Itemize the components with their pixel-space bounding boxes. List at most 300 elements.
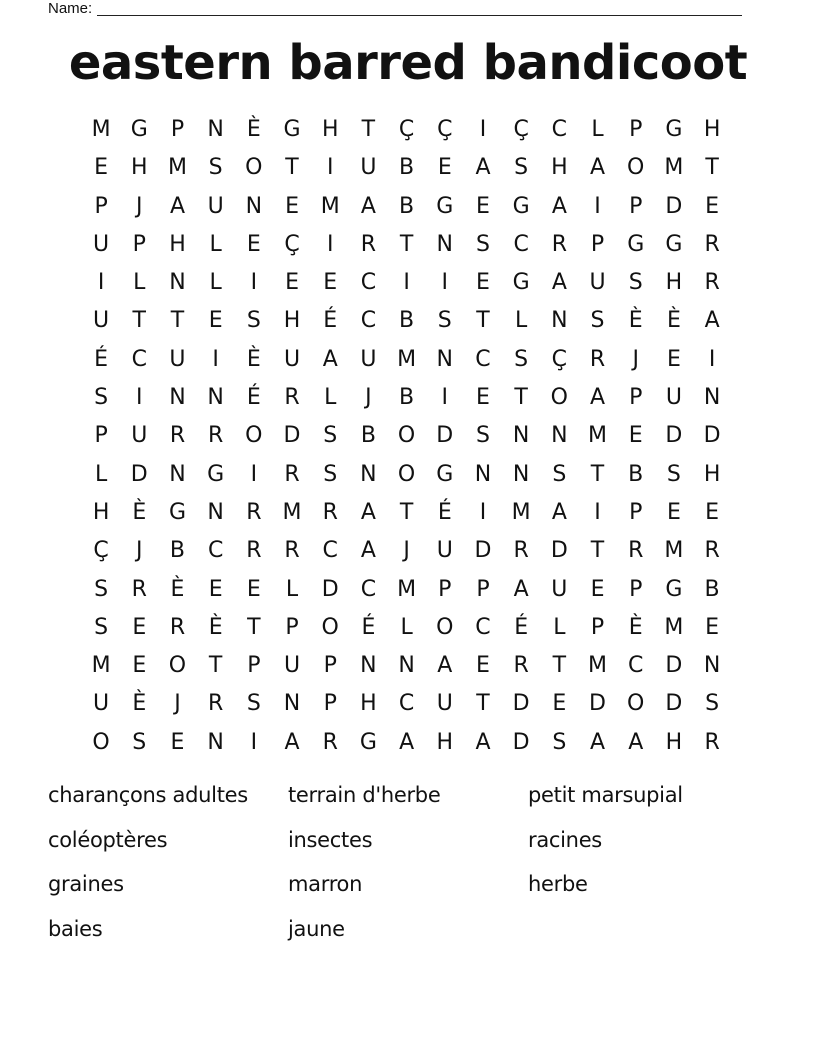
grid-letter: M: [282, 499, 302, 525]
grid-letter: E: [705, 614, 720, 640]
grid-letter: C: [131, 346, 147, 372]
grid-letter: S: [323, 423, 338, 449]
grid-letter: R: [589, 346, 606, 372]
grid-letter: A: [551, 499, 567, 525]
grid-letter: N: [360, 461, 377, 487]
grid-letter: N: [360, 653, 377, 679]
grid-letter: G: [665, 231, 683, 257]
grid-letter: N: [551, 308, 568, 334]
grid-letter: D: [474, 538, 492, 564]
grid-letter: I: [250, 270, 258, 296]
grid-letter: E: [666, 499, 681, 525]
grid-letter: P: [629, 117, 643, 142]
grid-letter: È: [628, 308, 643, 334]
grid-letter: G: [665, 576, 683, 602]
grid-letter: I: [403, 270, 410, 296]
grid-letter: T: [705, 155, 719, 181]
grid-row: [82, 609, 732, 647]
grid-letter: H: [131, 155, 148, 181]
grid-letter: P: [170, 117, 185, 142]
grid-row: [82, 724, 732, 762]
grid-letter: S: [132, 729, 147, 755]
grid-letter: P: [132, 231, 146, 257]
grid-letter: N: [436, 346, 454, 372]
grid-letter: S: [475, 231, 490, 257]
grid-letter: P: [323, 691, 337, 717]
grid-letter: I: [326, 231, 334, 257]
grid-letter: T: [132, 308, 146, 334]
grid-letter: P: [629, 576, 643, 602]
grid-letter: È: [666, 308, 681, 334]
grid-row: [82, 571, 732, 609]
grid-letter: R: [246, 499, 262, 525]
grid-letter: S: [94, 576, 109, 602]
grid-letter: R: [704, 729, 720, 755]
grid-letter: H: [283, 308, 301, 334]
grid-letter: M: [664, 614, 684, 640]
grid-row: [82, 417, 732, 455]
grid-letter: D: [321, 576, 339, 602]
grid-letter: G: [512, 193, 530, 219]
grid-letter: E: [437, 155, 452, 181]
grid-letter: E: [552, 691, 567, 717]
grid-letter: B: [704, 576, 720, 602]
grid-letter: I: [479, 499, 487, 525]
grid-letter: G: [283, 117, 301, 142]
grid-letter: T: [399, 499, 414, 525]
grid-letter: C: [360, 576, 377, 602]
grid-letter: N: [436, 231, 454, 257]
grid-letter: A: [437, 653, 453, 679]
grid-letter: H: [360, 691, 377, 717]
page-title: eastern barred bandicoot: [68, 35, 748, 91]
grid-letter: M: [397, 576, 417, 602]
grid-letter: S: [323, 461, 338, 487]
grid-letter: G: [359, 729, 377, 755]
grid-row: [82, 188, 732, 226]
grid-letter: J: [632, 346, 639, 372]
grid-letter: S: [552, 461, 567, 487]
grid-letter: I: [441, 385, 449, 411]
grid-letter: P: [323, 653, 337, 679]
grid-letter: Ç: [513, 117, 529, 142]
grid-letter: U: [283, 346, 301, 372]
grid-letter: U: [93, 308, 110, 334]
grid-row: [82, 494, 732, 532]
grid-letter: G: [436, 461, 454, 487]
grid-letter: Ç: [398, 117, 415, 142]
grid-letter: É: [323, 308, 338, 334]
grid-letter: N: [703, 653, 721, 679]
grid-letter: E: [705, 193, 720, 219]
grid-letter: È: [246, 117, 261, 142]
grid-letter: R: [628, 538, 644, 564]
grid-letter: P: [476, 576, 490, 602]
word-list-item: graines: [48, 872, 124, 896]
grid-letter: L: [400, 614, 413, 640]
grid-letter: I: [212, 346, 219, 372]
grid-letter: O: [321, 614, 339, 640]
grid-letter: E: [208, 576, 223, 602]
grid-letter: N: [207, 117, 224, 142]
grid-letter: Ç: [437, 117, 453, 142]
grid-letter: N: [551, 423, 568, 449]
grid-letter: C: [398, 691, 415, 717]
grid-letter: N: [245, 193, 263, 219]
grid-letter: E: [476, 193, 490, 219]
grid-letter: P: [590, 231, 605, 257]
grid-letter: Ç: [551, 346, 568, 372]
grid-letter: J: [136, 538, 143, 564]
grid-letter: R: [513, 653, 529, 679]
grid-letter: N: [474, 461, 492, 487]
word-list-item: petit marsupial: [528, 783, 683, 807]
grid-letter: H: [703, 117, 721, 142]
grid-letter: N: [398, 653, 415, 679]
grid-letter: R: [208, 691, 224, 717]
grid-letter: B: [628, 461, 644, 487]
grid-letter: D: [550, 538, 568, 564]
grid-letter: R: [284, 461, 300, 487]
grid-letter: A: [590, 729, 606, 755]
grid-letter: J: [365, 385, 372, 411]
grid-letter: É: [246, 385, 261, 411]
grid-letter: S: [475, 423, 490, 449]
grid-letter: S: [94, 385, 109, 411]
grid-letter: U: [589, 270, 606, 296]
grid-letter: E: [705, 499, 720, 525]
grid-letter: C: [360, 308, 377, 334]
grid-letter: D: [130, 461, 148, 487]
grid-letter: M: [588, 423, 608, 449]
grid-letter: E: [246, 576, 261, 602]
grid-letter: A: [551, 193, 567, 219]
grid-letter: S: [514, 346, 529, 372]
grid-letter: A: [551, 270, 567, 296]
grid-letter: L: [94, 461, 108, 487]
grid-letter: É: [514, 614, 529, 640]
grid-letter: Ç: [284, 231, 300, 257]
grid-letter: È: [132, 691, 147, 717]
grid-letter: I: [594, 193, 601, 219]
grid-letter: H: [321, 117, 339, 142]
grid-letter: G: [665, 117, 683, 142]
grid-row: [82, 379, 732, 417]
grid-letter: D: [665, 691, 683, 717]
grid-letter: H: [169, 231, 186, 257]
grid-letter: S: [246, 691, 261, 717]
grid-letter: L: [133, 270, 146, 296]
grid-letter: E: [285, 193, 299, 219]
grid-letter: É: [94, 346, 109, 372]
grid-letter: G: [627, 231, 645, 257]
grid-letter: H: [665, 729, 683, 755]
grid-letter: N: [169, 461, 186, 487]
grid-letter: C: [207, 538, 224, 564]
grid-letter: S: [590, 308, 605, 334]
grid-letter: T: [514, 385, 528, 411]
grid-letter: R: [131, 576, 147, 602]
word-list-item: terrain d'herbe: [288, 783, 441, 807]
grid-letter: I: [326, 155, 334, 181]
grid-row: [82, 341, 732, 379]
grid-letter: A: [284, 729, 300, 755]
grid-letter: A: [590, 155, 606, 181]
grid-letter: M: [91, 117, 111, 142]
grid-letter: C: [628, 653, 644, 679]
grid-row: [82, 685, 732, 723]
grid-letter: B: [360, 423, 376, 449]
grid-letter: M: [320, 193, 340, 219]
grid-letter: A: [628, 729, 644, 755]
grid-letter: H: [92, 499, 110, 525]
grid-letter: P: [629, 385, 643, 411]
grid-letter: H: [665, 270, 683, 296]
grid-row: [82, 456, 732, 494]
grid-letter: C: [513, 231, 529, 257]
grid-letter: O: [436, 614, 454, 640]
grid-letter: D: [512, 691, 530, 717]
grid-letter: É: [361, 614, 376, 640]
grid-letter: A: [360, 538, 376, 564]
grid-letter: C: [475, 614, 491, 640]
grid-letter: E: [590, 576, 605, 602]
grid-letter: D: [665, 193, 683, 219]
grid-letter: D: [436, 423, 454, 449]
grid-letter: D: [512, 729, 530, 755]
grid-letter: U: [436, 691, 453, 717]
grid-letter: R: [284, 538, 300, 564]
grid-letter: P: [247, 653, 261, 679]
grid-letter: J: [403, 538, 410, 564]
grid-letter: U: [360, 346, 377, 372]
grid-letter: D: [703, 423, 721, 449]
grid-letter: I: [97, 270, 105, 296]
grid-row: [82, 111, 732, 149]
grid-letter: S: [552, 729, 567, 755]
grid-letter: T: [476, 691, 490, 717]
grid-letter: E: [476, 270, 490, 296]
grid-letter: O: [550, 385, 568, 411]
grid-letter: P: [629, 499, 643, 525]
grid-letter: O: [397, 461, 416, 487]
grid-letter: A: [169, 193, 185, 219]
grid-letter: N: [703, 385, 721, 411]
grid-letter: N: [283, 691, 301, 717]
grid-letter: P: [285, 614, 299, 640]
grid-letter: D: [665, 423, 683, 449]
grid-letter: Ç: [93, 538, 109, 564]
grid-letter: S: [437, 308, 452, 334]
grid-letter: T: [208, 653, 223, 679]
word-list-item: jaune: [288, 916, 345, 941]
grid-letter: R: [704, 231, 720, 257]
grid-letter: I: [479, 117, 487, 142]
word-list-item: baies: [48, 916, 103, 941]
grid-letter: T: [361, 117, 376, 142]
grid-letter: S: [666, 461, 681, 487]
grid-letter: E: [476, 653, 490, 679]
grid-letter: L: [285, 576, 299, 602]
grid-letter: I: [250, 729, 258, 755]
grid-letter: I: [708, 346, 716, 372]
grid-letter: G: [436, 193, 454, 219]
grid-letter: D: [665, 653, 683, 679]
grid-letter: R: [169, 614, 186, 640]
grid-letter: M: [588, 653, 608, 679]
grid-letter: P: [94, 423, 108, 449]
grid-letter: A: [475, 155, 491, 181]
grid-letter: U: [436, 538, 453, 564]
grid-letter: H: [436, 729, 454, 755]
name-underline: [97, 1, 742, 16]
grid-letter: U: [93, 231, 110, 257]
grid-letter: U: [169, 346, 186, 372]
grid-letter: H: [551, 155, 568, 181]
grid-letter: È: [246, 346, 261, 372]
grid-letter: N: [169, 385, 186, 411]
grid-row: [82, 264, 732, 302]
grid-letter: G: [512, 270, 530, 296]
grid-letter: G: [207, 461, 225, 487]
grid-letter: O: [245, 155, 263, 181]
grid-letter: E: [628, 423, 643, 449]
grid-letter: O: [92, 729, 110, 755]
grid-letter: T: [247, 614, 261, 640]
grid-letter: S: [628, 270, 643, 296]
grid-letter: E: [285, 270, 299, 296]
grid-letter: E: [132, 653, 147, 679]
grid-letter: I: [441, 270, 449, 296]
grid-letter: I: [136, 385, 143, 411]
grid-letter: U: [93, 691, 110, 717]
word-list: [48, 776, 768, 954]
grid-letter: U: [131, 423, 148, 449]
grid-letter: A: [360, 499, 376, 525]
grid-letter: S: [208, 155, 223, 181]
grid-letter: T: [399, 231, 414, 257]
grid-letter: R: [208, 423, 224, 449]
grid-letter: M: [91, 653, 111, 679]
grid-letter: L: [515, 308, 528, 334]
grid-letter: È: [628, 614, 643, 640]
grid-letter: B: [169, 538, 186, 564]
grid-letter: C: [551, 117, 568, 142]
grid-letter: L: [553, 614, 566, 640]
grid-letter: R: [704, 270, 720, 296]
grid-letter: B: [399, 155, 415, 181]
grid-letter: U: [360, 155, 377, 181]
grid-letter: R: [360, 231, 377, 257]
grid-letter: E: [132, 614, 147, 640]
grid-row: [82, 647, 732, 685]
grid-letter: R: [284, 385, 300, 411]
grid-letter: R: [169, 423, 186, 449]
grid-letter: U: [283, 653, 301, 679]
grid-letter: R: [704, 538, 720, 564]
word-list-item: charançons adultes: [48, 783, 248, 807]
grid-letter: L: [324, 385, 337, 411]
grid-letter: S: [246, 308, 261, 334]
grid-row: [82, 302, 732, 340]
grid-letter: E: [666, 346, 681, 372]
grid-letter: A: [513, 576, 529, 602]
grid-letter: N: [207, 729, 224, 755]
grid-letter: E: [246, 231, 261, 257]
grid-letter: H: [703, 461, 721, 487]
grid-letter: A: [399, 729, 415, 755]
grid-letter: N: [207, 499, 224, 525]
name-field: [48, 0, 742, 18]
grid-letter: C: [322, 538, 338, 564]
grid-letter: T: [590, 538, 605, 564]
grid-letter: S: [514, 155, 529, 181]
grid-letter: B: [399, 308, 415, 334]
grid-letter: O: [627, 691, 645, 717]
grid-letter: D: [589, 691, 606, 717]
grid-letter: J: [174, 691, 181, 717]
grid-letter: P: [629, 193, 643, 219]
grid-letter: N: [512, 423, 530, 449]
grid-letter: L: [591, 117, 604, 142]
grid-letter: E: [94, 155, 109, 181]
grid-letter: O: [627, 155, 645, 181]
grid-row: [82, 532, 732, 570]
name-label: Name:: [48, 0, 93, 17]
grid-letter: B: [399, 385, 415, 411]
grid-letter: O: [245, 423, 263, 449]
letter-grid: [82, 111, 732, 762]
grid-letter: M: [167, 155, 187, 181]
grid-letter: O: [397, 423, 416, 449]
grid-letter: R: [322, 729, 338, 755]
grid-letter: R: [513, 538, 529, 564]
grid-letter: É: [437, 499, 452, 525]
grid-letter: M: [664, 538, 684, 564]
word-list-item: racines: [528, 827, 602, 852]
grid-letter: A: [475, 729, 491, 755]
grid-letter: L: [209, 270, 222, 296]
grid-letter: È: [208, 614, 223, 640]
grid-letter: E: [170, 729, 185, 755]
grid-letter: M: [511, 499, 531, 525]
grid-letter: E: [323, 270, 338, 296]
word-list-item: marron: [288, 872, 363, 896]
grid-letter: U: [207, 193, 224, 219]
grid-letter: D: [283, 423, 301, 449]
grid-row: [82, 149, 732, 187]
grid-letter: A: [360, 193, 376, 219]
grid-letter: S: [705, 691, 720, 717]
grid-letter: A: [704, 308, 720, 334]
grid-letter: T: [170, 308, 185, 334]
grid-letter: T: [590, 461, 605, 487]
grid-letter: G: [130, 117, 148, 142]
grid-letter: T: [552, 653, 567, 679]
grid-letter: U: [551, 576, 568, 602]
word-list-item: coléoptères: [48, 827, 168, 852]
grid-letter: C: [475, 346, 491, 372]
grid-letter: L: [209, 231, 222, 257]
grid-letter: R: [551, 231, 567, 257]
grid-letter: T: [285, 155, 299, 181]
grid-letter: N: [169, 270, 186, 296]
grid-letter: È: [132, 499, 147, 525]
grid-letter: A: [590, 385, 606, 411]
grid-letter: M: [397, 346, 417, 372]
grid-letter: I: [250, 461, 258, 487]
grid-letter: S: [94, 614, 109, 640]
